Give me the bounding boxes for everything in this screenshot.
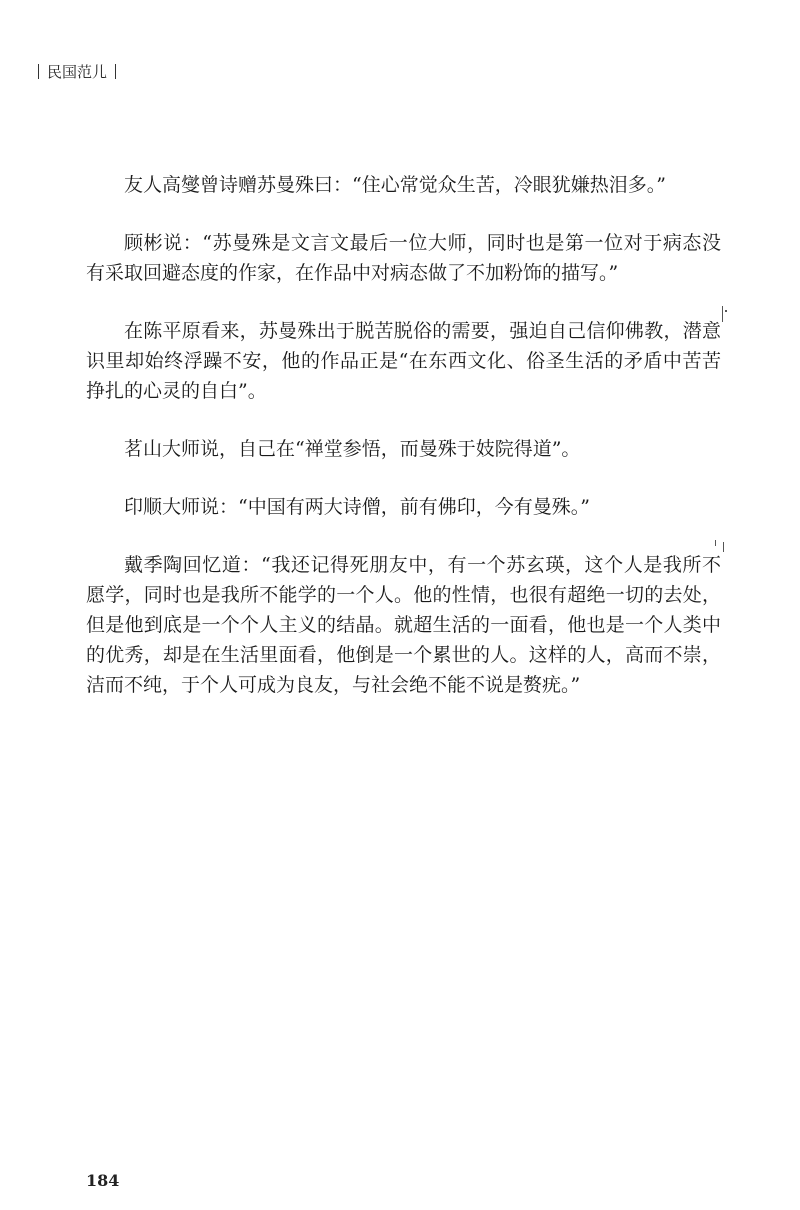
paragraph-gao-xie: 友人高燮曾诗赠苏曼殊曰：“住心常觉众生苦，冷眼犹嫌热泪多。”	[124, 174, 666, 196]
running-title: 民国范儿	[47, 63, 108, 81]
paragraph-chen-pingyuan: 在陈平原看来，苏曼殊出于脱苦脱俗的需要，强迫自己信仰佛教，潜意识里却始终浮躁不安，他的作品正是“在东西文化、俗圣生活的矛盾中苦苦挣扎的心灵的自白”。	[86, 320, 721, 402]
scan-speck	[722, 306, 723, 322]
scan-speck	[723, 542, 724, 552]
running-header	[38, 61, 116, 82]
page-number: 184	[86, 1171, 120, 1190]
scan-speck	[715, 540, 716, 546]
header-left-rule	[38, 64, 39, 79]
paragraph-yinshun: 印顺大师说：“中国有两大诗僧，前有佛印，今有曼殊。”	[124, 496, 590, 518]
header-right-rule	[115, 64, 116, 79]
body-text	[86, 170, 721, 728]
scan-speck	[725, 310, 727, 312]
paragraph-dai-jitao: 戴季陶回忆道：“我还记得死朋友中，有一个苏玄瑛，这个人是我所不愿学，同时也是我所不能学的一个人。他的性情，也很有超绝一切的去处，但是他到底是一个个人主义的结晶。就超生活的一面看，他也是一个人类中的优秀，却是在生活里面看，他倒是一个累世的人。这样的人，高而不崇，洁而不纯，于个人可成为良友，与社会绝不能不说是赘疣。”	[86, 554, 721, 696]
paragraph-mingshan: 茗山大师说，自己在“禅堂参悟，而曼殊于妓院得道”。	[124, 438, 581, 460]
paragraph-gu-bin: 顾彬说：“苏曼殊是文言文最后一位大师，同时也是第一位对于病态没有采取回避态度的作家，在作品中对病态做了不加粉饰的描写。”	[86, 232, 721, 284]
